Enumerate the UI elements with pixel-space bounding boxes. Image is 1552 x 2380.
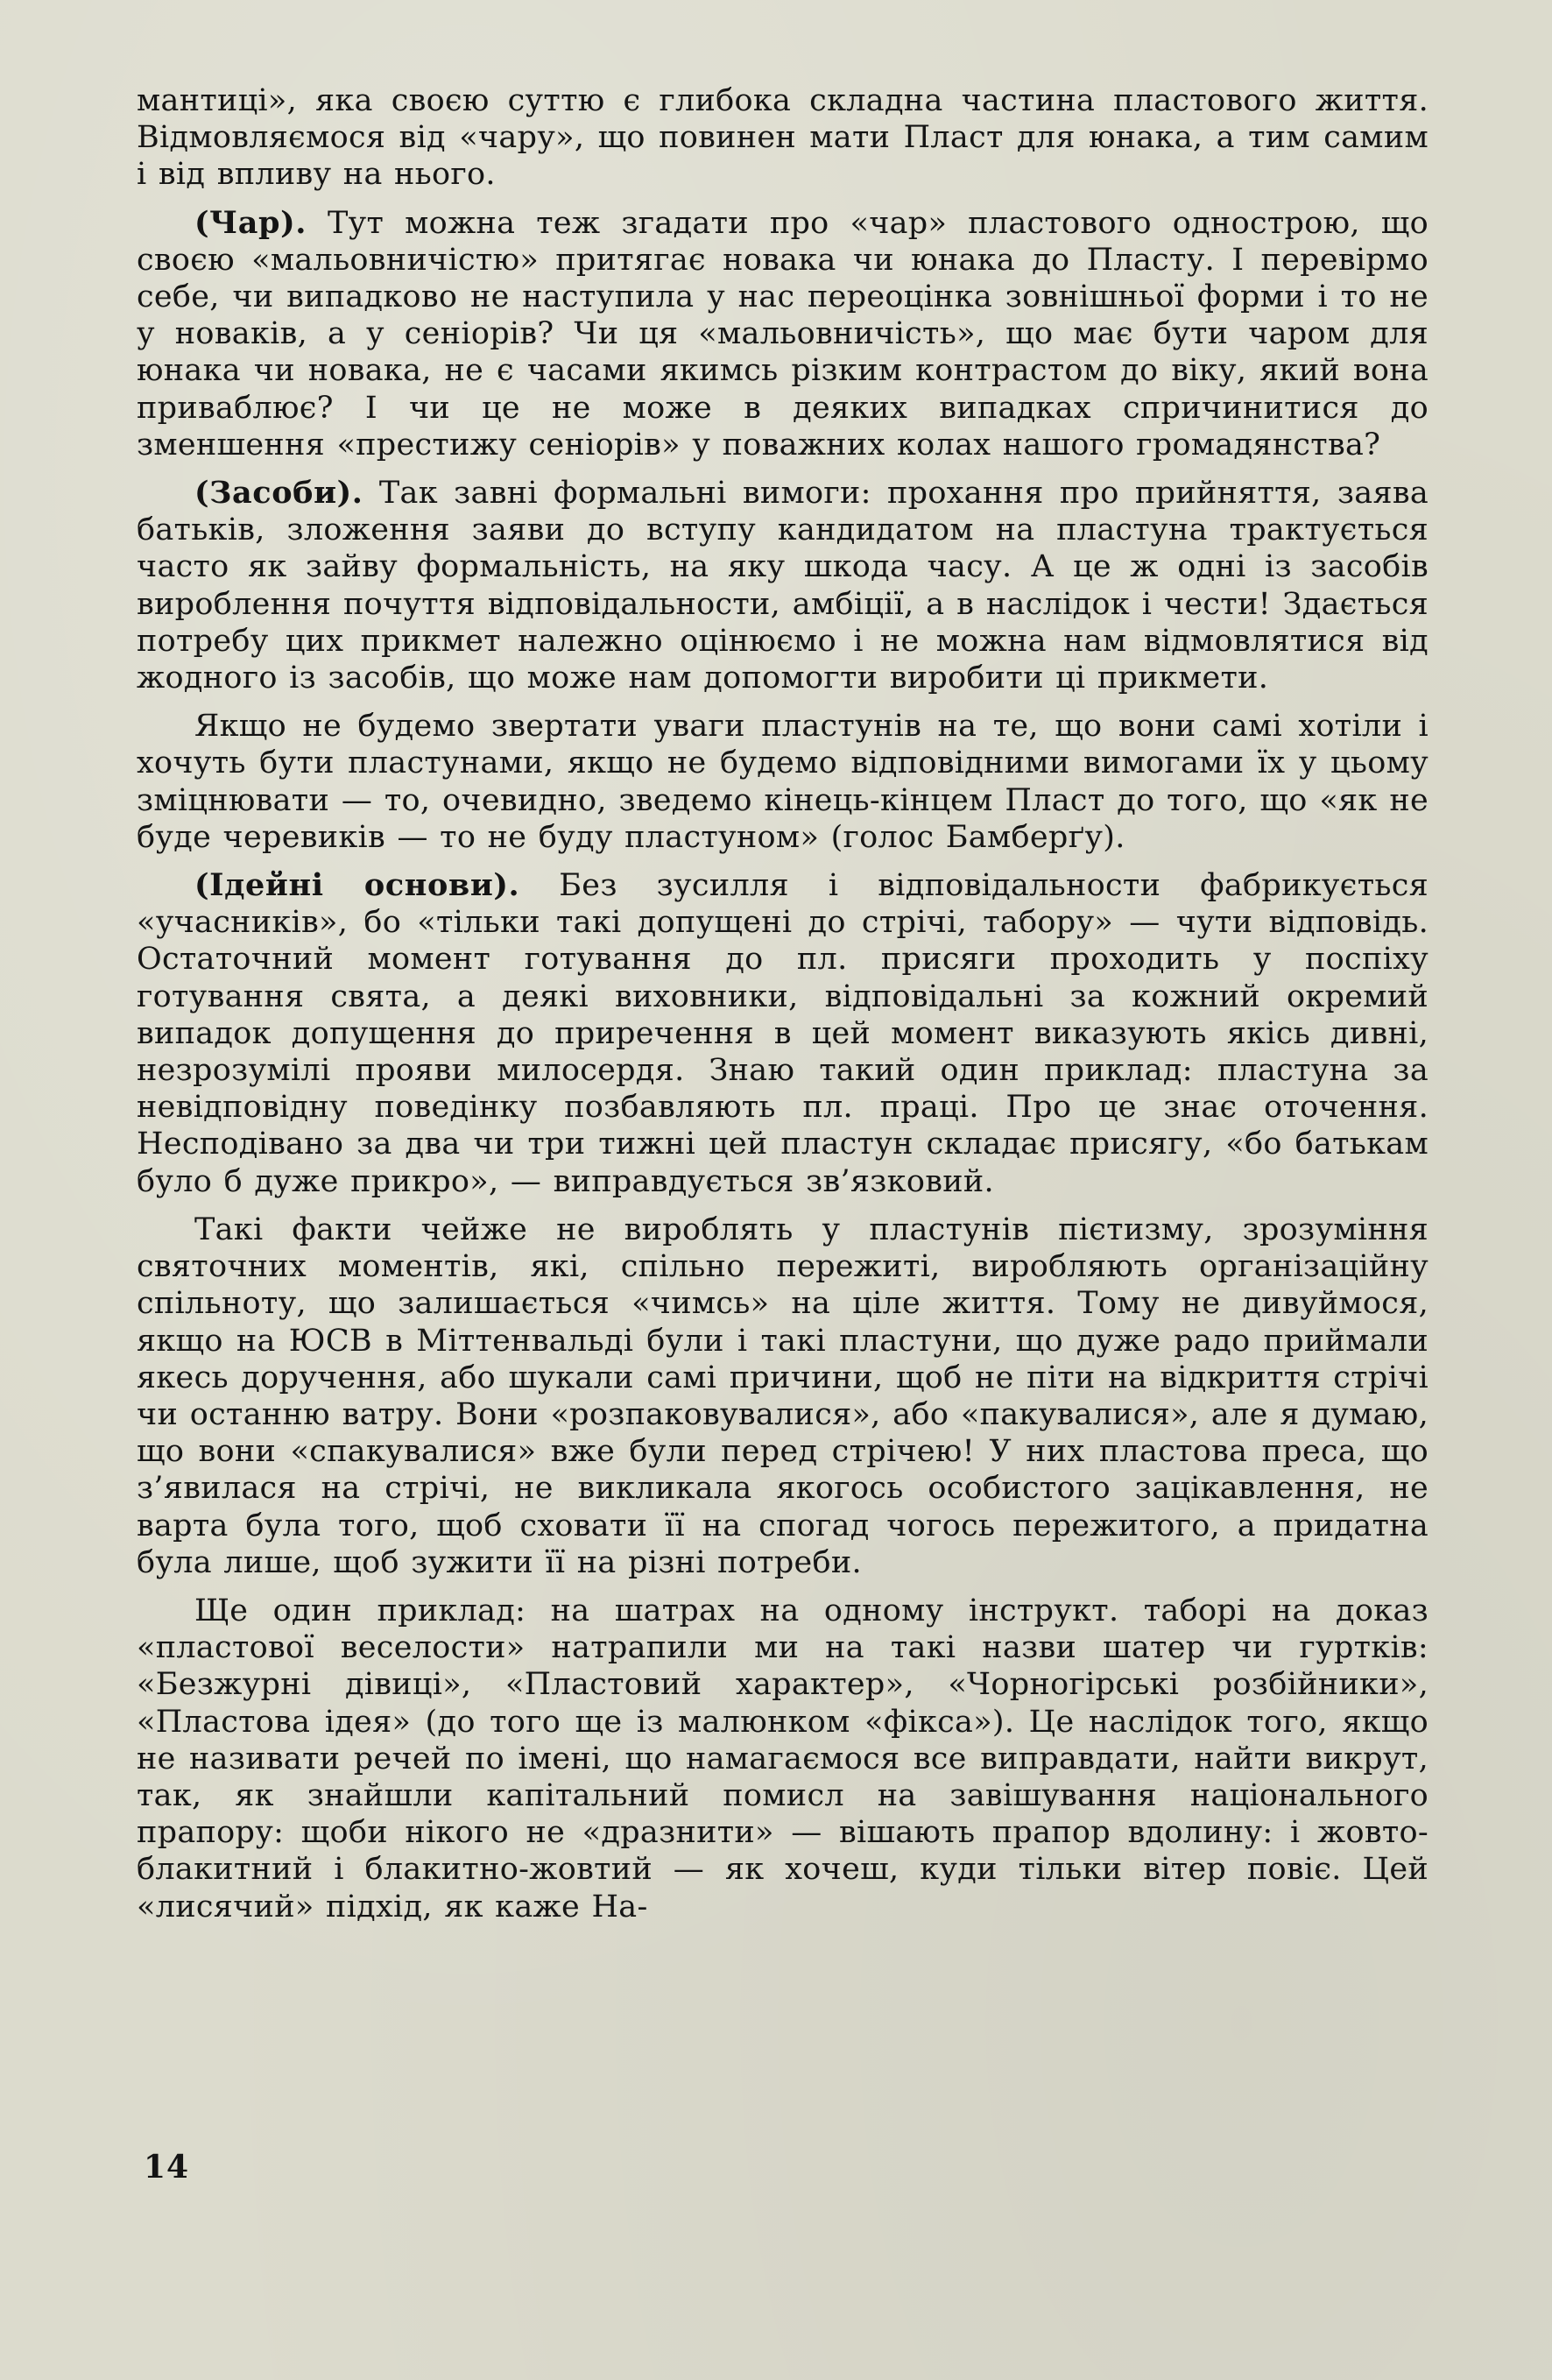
paragraph-text: Такі факти чейже не вироблять у пластунів пієтизму, зрозуміння святочних моментів, які, спільно пережиті, виробляють організаційну спільноту, що залишається «чимсь» на ціле життя. Тому не дивуймося, якщо на ЮСВ в Міттенвальді були і такі пластуни, що дуже радо приймали якесь доручення, або шукали самі причини, щоб не піти на відкриття стрічі чи останню ватру. Вони «розпаковувалися», або «пакувалися», але я думаю, що вони «спакувалися» вже були перед стрічею! У них пластова преса, що з’явилася на стрічі, не викликала якогось особистого зацікавлення, не варта була того, щоб сховати її на спогад чогось пережитого, а придатна була лише, щоб зужити її на різні потреби. (137, 1211, 1429, 1580)
paragraph-text: Якщо не будемо звертати уваги пластунів на те, що вони самі хотіли і хочуть бути пластунами, якщо не будемо відповідними вимогами їх у цьому зміцнювати — то, очевидно, зведемо кінець-кінцем Пласт до того, що «як не буде черевиків — то не буду пластуном» (голос Бамберґу). (137, 709, 1429, 855)
paragraph-text: мантиці», яка своєю суттю є глибока складна частина пластового життя. Відмовляємося від «чару», що повинен мати Пласт для юнака, а тим самим і від впливу на нього. (137, 83, 1429, 193)
paragraph-text: Ще один приклад: на шатрах на одному інструкт. таборі на доказ «пластової веселости» натрапили ми на такі назви шатер чи гуртків: «Безжурні дівиці», «Пластовий характер», «Чорногірські розбійники», «Пластова ідея» (до того ще із малюнком «фікса»). Це наслідок того, якщо не називати речей по імені, що намагаємося все виправдати, найти викрут, так, як знайшли капітальний помисл на завішування національного прапору: щоби нікого не «дразнити» — вішають прапор вдолину: і жовто-блакитний і блакитно-жовтий — як хочеш, куди тільки вітер повіє. Цей «лисячий» підхід, як каже На- (137, 1593, 1429, 1924)
paragraph-zasoby (137, 475, 1429, 696)
paragraph-fakty (137, 1211, 1429, 1581)
paragraph-text: Без зусилля і відповідальности фабрикується «учасників», бо «тільки такі допущені до стрічі, табору» — чути відповідь. Остаточний момент готування до пл. присяги проходить у поспіху готування свята, а деякі виховники, відповідальні за кожний окремий випадок допущення до приречення в цей момент виказують якісь дивні, незрозумілі прояви милосердя. Знаю такий один приклад: пластуна за невідповідну поведінку позбавляють пл. праці. Про це знає оточення. Несподівано за два чи три тижні цей пластун складає присягу, «бо батькам було б дуже прикро», — виправдується зв’язковий. (137, 868, 1429, 1199)
section-lead: (Чар). (194, 204, 307, 241)
page-number: 14 (144, 2149, 190, 2186)
section-lead: (Ідейні основи). (194, 867, 520, 904)
paragraph-char (137, 205, 1429, 463)
paragraph-text: Тут можна теж згадати про «чар» пластового однострою, що своєю «мальовничістю» притягає новака чи юнака до Пласту. І перевірмо себе, чи випадково не наступила у нас переоцінка зовнішньої форми і то не у новаків, а у сеніорів? Чи ця «мальовничість», що має бути чаром для юнака чи новака, не є часами якимсь різким контрастом до віку, який вона приваблює? І чи це не може в деяких випадках спричинитися до зменшення «престижу сеніорів» у поважних колах нашого громадянства? (137, 205, 1429, 463)
paragraph-text: Так завні формальні вимоги: прохання про прийняття, заява батьків, зложення заяви до вступу кандидатом на пластуна трактується часто як зайву формальність, на яку шкода часу. А це ж одні із засобів вироблення почуття відповідальности, амбіції, а в наслідок і чести! Здається потребу цих прикмет належно оцінюємо і не можна нам відмовлятися від жодного із засобів, що може нам допомогти виробити ці прикмети. (137, 476, 1429, 696)
paragraph-ideini-osnovy (137, 867, 1429, 1200)
paragraph-plastuny (137, 708, 1429, 856)
section-lead: (Засоби). (194, 475, 363, 512)
paragraph-continuation (137, 82, 1429, 194)
paragraph-pryklad (137, 1593, 1429, 1925)
body-text (137, 82, 1429, 1937)
